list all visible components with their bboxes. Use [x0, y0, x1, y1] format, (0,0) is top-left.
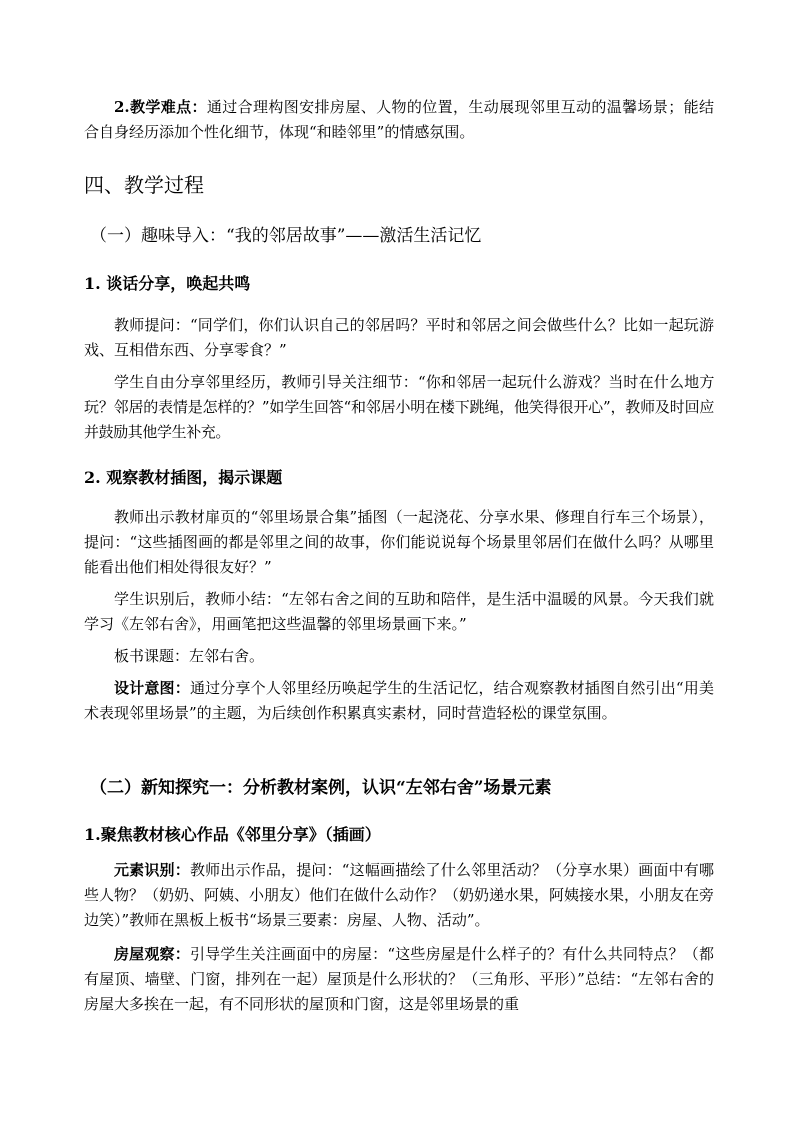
label-element-identification: 元素识别：: [114, 861, 190, 879]
paragraph-teacher-question: 教师提问：“同学们，你们认识自己的邻居吗？平时和邻居之间会做些什么？比如一起玩游戏、互相借东西、分享零食？”: [84, 316, 714, 359]
text-design-intent: 通过分享个人邻里经历唤起学生的生活记忆，结合观察教材插图自然引出“用美术表现邻里场景”的主题，为后续创作积累真实素材，同时营造轻松的课堂氛围。: [84, 679, 714, 722]
heading-part1-intro: （一）趣味导入：“我的邻居故事”——激活生活记忆: [90, 226, 482, 246]
heading-part2-explore: （二）新知探究一：分析教材案例，认识“左邻右舍”场景元素: [90, 778, 552, 798]
paragraph-show-illustration: 教师出示教材扉页的“邻里场景合集”插图（一起浇花、分享水果、修理自行车三个场景），提问：“这些插图画的都是邻里之间的故事，你们能说说每个场景里邻居们在做什么吗？从哪里能看出他们相处得很友好？”: [84, 508, 714, 576]
paragraph-design-intent: [84, 676, 714, 726]
paragraph-element-identification: [84, 858, 714, 933]
label-teaching-difficulty: 2.教学难点：: [114, 98, 207, 116]
text-house-observation: 引导学生关注画面中的房屋：“这些房屋是什么样子的？有什么共同特点？（都有屋顶、墙壁、门窗，排列在一起）屋顶是什么形状的？（三角形、平形）”总结：“左邻右舍的房屋大多挨在一起，有不同形状的屋顶和门窗，这是邻里场景的重: [84, 945, 714, 1013]
heading-1-2-observe-images: 2. 观察教材插图，揭示课题: [84, 468, 283, 487]
paragraph-house-observation: [84, 942, 714, 1017]
paragraph-teacher-summary: 学生识别后，教师小结：“左邻右舍之间的互助和陪伴，是生活中温暖的风景。今天我们就学习《左邻右舍》，用画笔把这些温馨的邻里场景画下来。”: [84, 590, 714, 633]
heading-2-1-core-work: 1.聚焦教材核心作品《邻里分享》（插画）: [84, 825, 381, 844]
text-teaching-difficulty: 通过合理构图安排房屋、人物的位置，生动展现邻里互动的温馨场景；能结合自身经历添加个性化细节，体现“和睦邻里”的情感氛围。: [84, 98, 714, 141]
heading-1-1-talk-share: 1. 谈话分享，唤起共鸣: [84, 274, 251, 293]
label-house-observation: 房屋观察：: [114, 945, 190, 963]
paragraph-teaching-difficulty: [84, 95, 714, 145]
paragraph-board-title: 板书课题：左邻右舍。: [114, 647, 265, 665]
paragraph-student-share: 学生自由分享邻里经历，教师引导关注细节：“你和邻居一起玩什么游戏？当时在什么地方玩？邻居的表情是怎样的？”如学生回答“和邻居小明在楼下跳绳，他笑得很开心”，教师及时回应并鼓励其他学生补充。: [84, 373, 714, 441]
label-design-intent: 设计意图：: [114, 679, 190, 697]
text-element-identification: 教师出示作品，提问：“这幅画描绘了什么邻里活动？（分享水果）画面中有哪些人物？（奶奶、阿姨、小朋友）他们在做什么动作？（奶奶递水果，阿姨接水果，小朋友在旁边笑）”教师在黑板上板书“场景三要素：房屋、人物、活动”。: [84, 861, 715, 929]
heading-teaching-process: 四、教学过程: [84, 173, 204, 197]
